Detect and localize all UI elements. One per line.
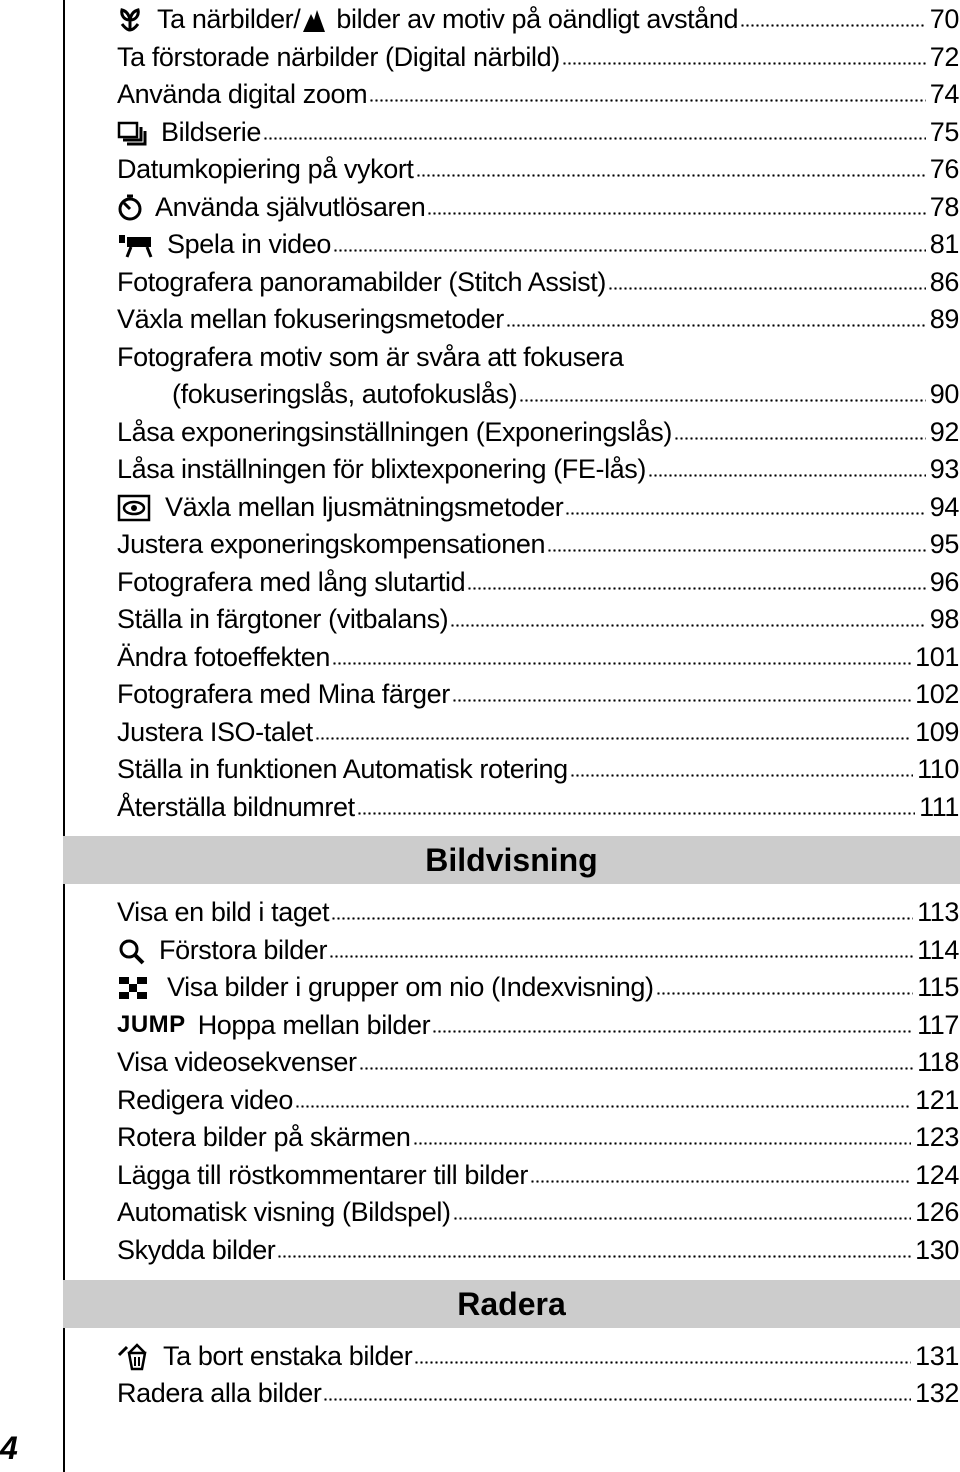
entry-page: 95	[929, 529, 959, 559]
toc-entry[interactable]	[117, 675, 959, 709]
leader-dots	[331, 917, 913, 920]
entry-title-text: Hoppa mellan bilder	[197, 1010, 431, 1040]
magnify-icon	[117, 937, 145, 965]
entry-page: 72	[929, 42, 959, 72]
entry-title: Lägga till röstkommentarer till bilder	[117, 1160, 528, 1190]
entry-title: Fotografera med lång slutartid	[117, 567, 466, 597]
toc-entry[interactable]	[117, 788, 959, 822]
toc-entry[interactable]	[117, 1081, 959, 1115]
entry-page: 70	[929, 4, 959, 34]
toc-entry-heading-line[interactable]	[117, 338, 959, 372]
toc-entry[interactable]	[117, 1118, 959, 1152]
toc-entry-continuous[interactable]	[117, 113, 959, 147]
toc-entry[interactable]	[117, 525, 959, 559]
entry-title: Visa videosekvenser	[117, 1047, 357, 1077]
leader-dots	[432, 1030, 913, 1033]
toc-entry[interactable]	[117, 263, 959, 297]
toc-entry-index[interactable]	[117, 968, 959, 1002]
entry-title: Radera alla bilder	[117, 1378, 322, 1408]
entry-title: Ställa in funktionen Automatisk rotering	[117, 754, 568, 784]
leader-dots	[427, 212, 925, 215]
entry-page: 113	[917, 897, 959, 927]
entry-title	[117, 229, 331, 259]
leader-dots	[369, 99, 926, 102]
entry-page: 124	[915, 1160, 959, 1190]
jump-icon: JUMP	[117, 1011, 186, 1038]
margin-rule	[63, 0, 65, 1472]
entry-title-text: Förstora bilder	[159, 935, 328, 965]
entry-page: 78	[929, 192, 959, 222]
leader-dots	[562, 62, 926, 65]
section-header-erase: Radera	[63, 1280, 960, 1328]
toc-entry-self-timer[interactable]	[117, 188, 959, 222]
leader-dots	[357, 812, 915, 815]
toc-entry-single-erase[interactable]	[117, 1337, 959, 1371]
entry-page: 75	[929, 117, 959, 147]
leader-dots	[648, 474, 926, 477]
entry-page: 74	[929, 79, 959, 109]
leader-dots	[332, 662, 911, 665]
toc-entry[interactable]	[117, 300, 959, 334]
entry-page: 98	[929, 604, 959, 634]
entry-title-part-a: Ta närbilder/	[157, 4, 301, 34]
entry-title: Rotera bilder på skärmen	[117, 1122, 411, 1152]
entry-title-part-b: bilder av motiv på oändligt avstånd	[336, 4, 739, 34]
entry-title	[117, 4, 738, 34]
toc-entry[interactable]	[117, 713, 959, 747]
entry-title-text: Spela in video	[167, 229, 332, 259]
entry-title: Visa en bild i taget	[117, 897, 330, 927]
leader-dots	[467, 587, 926, 590]
toc-entry-metering[interactable]	[117, 488, 959, 522]
leader-dots	[416, 174, 926, 177]
leader-dots	[570, 774, 913, 777]
entry-title	[117, 492, 563, 522]
macro-flower-icon	[117, 6, 143, 34]
entry-title: Fotografera med Mina färger	[117, 679, 450, 709]
leader-dots	[740, 24, 926, 27]
toc-entry[interactable]	[117, 893, 959, 927]
toc-entry[interactable]	[117, 563, 959, 597]
entry-title: Använda digital zoom	[117, 79, 368, 109]
entry-title: Automatisk visning (Bildspel)	[117, 1197, 451, 1227]
leader-dots	[547, 549, 926, 552]
entry-page: 101	[915, 642, 959, 672]
entry-title: Växla mellan fokuseringsmetoder	[117, 304, 504, 334]
infinity-mountain-icon	[302, 6, 326, 34]
toc-entry[interactable]	[117, 638, 959, 672]
leader-dots	[359, 1067, 914, 1070]
toc-entry-movie[interactable]	[117, 225, 959, 259]
entry-page: 114	[917, 935, 959, 965]
toc-entry[interactable]	[117, 1043, 959, 1077]
toc-entry-continued[interactable]	[172, 375, 959, 409]
entry-page: 123	[915, 1122, 959, 1152]
entry-title	[117, 192, 425, 222]
entry-title: Låsa exponeringsinställningen (Exponeringslås)	[117, 417, 672, 447]
entry-page: 126	[915, 1197, 959, 1227]
entry-title	[117, 1010, 430, 1040]
leader-dots	[506, 324, 926, 327]
entry-page: 132	[915, 1378, 959, 1408]
entry-page: 89	[929, 304, 959, 334]
entry-page: 110	[917, 754, 959, 784]
entry-title: Redigera video	[117, 1085, 294, 1115]
leader-dots	[414, 1361, 911, 1364]
entry-page: 92	[929, 417, 959, 447]
metering-mode-icon	[117, 494, 151, 522]
leader-dots	[329, 955, 913, 958]
page-number: 4	[0, 1430, 18, 1466]
entry-page: 109	[915, 717, 959, 747]
leader-dots	[263, 137, 926, 140]
entry-title: Fotografera motiv som är svåra att fokusera	[117, 342, 624, 372]
entry-title: Fotografera panoramabilder (Stitch Assist)	[117, 267, 606, 297]
entry-title	[117, 117, 261, 147]
entry-page: 131	[915, 1341, 959, 1371]
entry-title-text: Växla mellan ljusmätningsmetoder	[165, 492, 564, 522]
entry-title: (fokuseringslås, autofokuslås)	[172, 379, 518, 409]
leader-dots	[674, 437, 926, 440]
leader-dots	[565, 512, 925, 515]
index-grid-icon	[117, 974, 149, 1002]
leader-dots	[530, 1180, 911, 1183]
entry-page: 81	[929, 229, 959, 259]
entry-title-text: Använda självutlösaren	[155, 192, 426, 222]
leader-dots	[323, 1398, 911, 1401]
leader-dots	[608, 287, 926, 290]
leader-dots	[413, 1142, 912, 1145]
entry-title: Ställa in färgtoner (vitbalans)	[117, 604, 449, 634]
entry-title	[117, 935, 327, 965]
toc-entry[interactable]	[117, 750, 959, 784]
entry-page: 130	[915, 1235, 959, 1265]
toc-entry[interactable]	[117, 75, 959, 109]
entry-title: Låsa inställningen för blixtexponering (FE-lås)	[117, 454, 646, 484]
entry-page: 111	[919, 792, 959, 822]
leader-dots	[333, 249, 926, 252]
toc-entry[interactable]	[117, 38, 959, 72]
toc-entry[interactable]	[117, 600, 959, 634]
entry-title	[117, 972, 654, 1002]
movie-camera-icon	[117, 231, 153, 259]
toc-entry[interactable]	[117, 1374, 959, 1408]
entry-page: 90	[929, 379, 959, 409]
toc-entry[interactable]	[117, 413, 959, 447]
leader-dots	[453, 1217, 912, 1220]
entry-title: Ta förstorade närbilder (Digital närbild)	[117, 42, 560, 72]
entry-page: 117	[917, 1010, 959, 1040]
entry-title: Återställa bildnumret	[117, 792, 355, 822]
section-header-playback: Bildvisning	[63, 836, 960, 884]
entry-page: 96	[929, 567, 959, 597]
toc-entry[interactable]	[117, 1193, 959, 1227]
entry-page: 102	[915, 679, 959, 709]
entry-page: 94	[929, 492, 959, 522]
toc-entry-jump[interactable]	[117, 1006, 959, 1040]
leader-dots	[315, 737, 911, 740]
entry-page: 118	[917, 1047, 959, 1077]
toc-entry-magnify[interactable]	[117, 931, 959, 965]
entry-page: 115	[917, 972, 959, 1002]
toc-entry[interactable]	[117, 450, 959, 484]
entry-title: Justera ISO-talet	[117, 717, 313, 747]
single-erase-icon	[117, 1343, 149, 1371]
leader-dots	[295, 1105, 911, 1108]
entry-title-text: Bildserie	[161, 117, 261, 147]
self-timer-icon	[117, 194, 143, 222]
entry-title: Skydda bilder	[117, 1235, 276, 1265]
entry-page: 86	[929, 267, 959, 297]
toc-entry[interactable]	[117, 1156, 959, 1190]
leader-dots	[656, 992, 914, 995]
toc-entry[interactable]	[117, 1231, 959, 1265]
entry-title: Datumkopiering på vykort	[117, 154, 414, 184]
entry-title-text: Visa bilder i grupper om nio (Indexvisning)	[167, 972, 654, 1002]
leader-dots	[450, 624, 925, 627]
entry-title: Ändra fotoeffekten	[117, 642, 330, 672]
leader-dots	[519, 399, 926, 402]
toc-entry-macro-infinity[interactable]	[117, 0, 959, 34]
entry-page: 121	[915, 1085, 959, 1115]
entry-page: 93	[929, 454, 959, 484]
leader-dots	[277, 1255, 911, 1258]
leader-dots	[452, 699, 911, 702]
entry-title	[117, 1341, 412, 1371]
entry-title: Justera exponeringskompensationen	[117, 529, 546, 559]
entry-page: 76	[929, 154, 959, 184]
entry-title-text: Ta bort enstaka bilder	[163, 1341, 413, 1371]
toc-entry[interactable]	[117, 150, 959, 184]
continuous-shooting-icon	[117, 119, 147, 147]
